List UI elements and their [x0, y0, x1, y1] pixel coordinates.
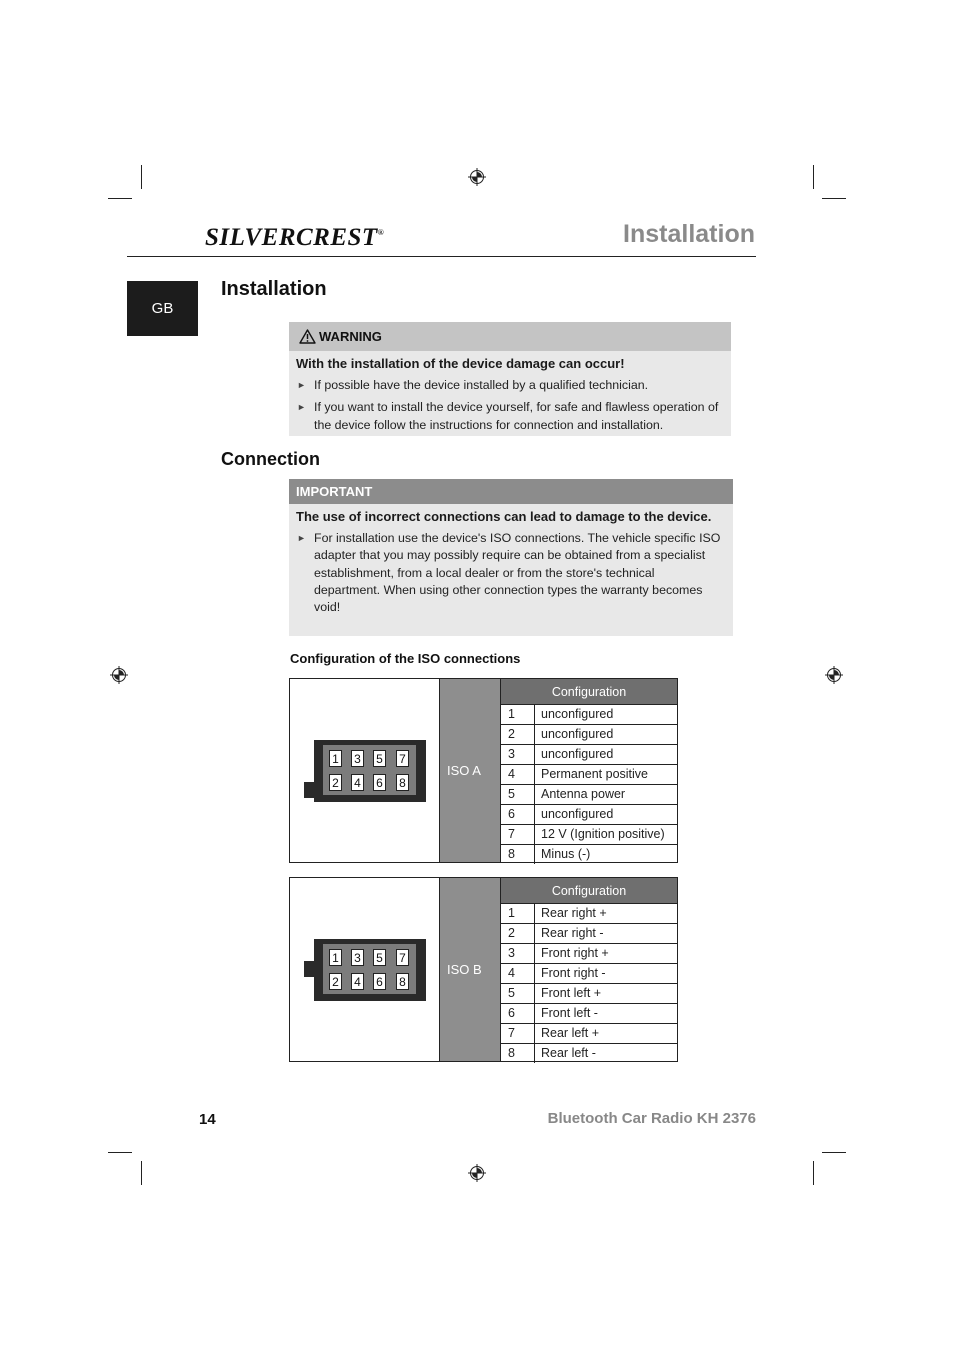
- connector-pin: 6: [373, 774, 386, 791]
- header-section-title: Installation: [623, 220, 755, 248]
- registration-mark-icon: [110, 666, 128, 684]
- connector-key: [304, 782, 314, 798]
- warning-box: [289, 322, 731, 436]
- warning-lead: With the installation of the device damage can occur!: [296, 356, 625, 371]
- connector-pin: 1: [329, 750, 342, 767]
- table-row: 3 Front right +: [501, 944, 677, 964]
- connection-heading: Connection: [221, 449, 320, 469]
- table-row: 2 unconfigured: [501, 725, 677, 745]
- connector-pin: 2: [329, 973, 342, 990]
- arrow-icon: ►: [297, 533, 306, 543]
- iso-b-connector-cell: [290, 878, 440, 1061]
- iso-a-table: [289, 678, 678, 863]
- important-item: ► For installation use the device's ISO connections. The vehicle specific ISO adapter that you may possibly require can be obtained from a specialist establishment, from a local dealer or from the store's technical department. When using other connection types the warranty becomes void!: [297, 531, 721, 615]
- table-row: 3 unconfigured: [501, 745, 677, 765]
- table-row: 2 Rear right -: [501, 924, 677, 944]
- iso-a-label: ISO A: [440, 679, 501, 862]
- connector-key: [304, 961, 314, 977]
- table-row: 1 Rear right +: [501, 904, 677, 924]
- iso-a-configuration: [501, 679, 677, 862]
- warning-item: ► If possible have the device installed by a qualified technician.: [289, 377, 731, 394]
- iso-a-connector-cell: [290, 679, 440, 862]
- iso-a-connector: [314, 740, 426, 802]
- table-row: 7 12 V (Ignition positive): [501, 825, 677, 845]
- connector-pin: 7: [396, 949, 409, 966]
- table-row: 1 unconfigured: [501, 705, 677, 725]
- iso-b-table: [289, 877, 678, 1062]
- warning-label: WARNING: [319, 329, 382, 344]
- connector-pin: 8: [396, 973, 409, 990]
- connector-pin: 5: [373, 750, 386, 767]
- crop-mark: [813, 165, 814, 189]
- page-heading: Installation: [221, 278, 327, 300]
- table-row: 8 Rear left -: [501, 1044, 677, 1063]
- page-number: 14: [199, 1111, 216, 1128]
- crop-mark: [108, 198, 132, 199]
- connector-pin: 5: [373, 949, 386, 966]
- important-lead: The use of incorrect connections can lead to damage to the device.: [296, 509, 712, 524]
- important-box: [289, 479, 733, 636]
- footer-model-name: Bluetooth Car Radio KH 2376: [547, 1110, 756, 1127]
- registration-mark-icon: [825, 666, 843, 684]
- table-row: 6 unconfigured: [501, 805, 677, 825]
- connector-pin: 2: [329, 774, 342, 791]
- table-row: 8 Minus (-): [501, 845, 677, 864]
- table-row: 4 Front right -: [501, 964, 677, 984]
- iso-b-connector: [314, 939, 426, 1001]
- connector-pin: 8: [396, 774, 409, 791]
- connector-pin: 3: [351, 750, 364, 767]
- crop-mark: [141, 1161, 142, 1185]
- crop-mark: [822, 1152, 846, 1153]
- table-caption: Configuration of the ISO connections: [290, 651, 521, 666]
- connector-pin: 7: [396, 750, 409, 767]
- connector-pin: 6: [373, 973, 386, 990]
- connector-pin: 4: [351, 774, 364, 791]
- crop-mark: [813, 1161, 814, 1185]
- crop-mark: [822, 198, 846, 199]
- warning-header: [289, 322, 731, 351]
- language-tab: GB: [127, 281, 198, 336]
- table-row: 5 Antenna power: [501, 785, 677, 805]
- crop-mark: [108, 1152, 132, 1153]
- configuration-header: Configuration: [501, 878, 677, 904]
- important-header: IMPORTANT: [289, 479, 733, 504]
- configuration-header: Configuration: [501, 679, 677, 705]
- connector-pin: 3: [351, 949, 364, 966]
- registration-mark-icon: [468, 168, 486, 186]
- warning-item: ► If you want to install the device yourself, for safe and flawless operation of the device follow the instructions for connection and installation.: [297, 400, 719, 432]
- crop-mark: [141, 165, 142, 189]
- arrow-icon: ►: [297, 402, 306, 413]
- iso-b-configuration: [501, 878, 677, 1061]
- registration-mark-icon: [468, 1164, 486, 1182]
- warning-triangle-icon: [299, 329, 316, 344]
- iso-b-label: ISO B: [440, 878, 501, 1061]
- table-row: 4 Permanent positive: [501, 765, 677, 785]
- brand-logo: SILVERCREST®: [205, 224, 385, 251]
- table-row: 6 Front left -: [501, 1004, 677, 1024]
- connector-pin: 1: [329, 949, 342, 966]
- header-divider: [127, 256, 756, 257]
- table-row: 5 Front left +: [501, 984, 677, 1004]
- table-row: 7 Rear left +: [501, 1024, 677, 1044]
- arrow-icon: ►: [297, 380, 306, 390]
- connector-pin: 4: [351, 973, 364, 990]
